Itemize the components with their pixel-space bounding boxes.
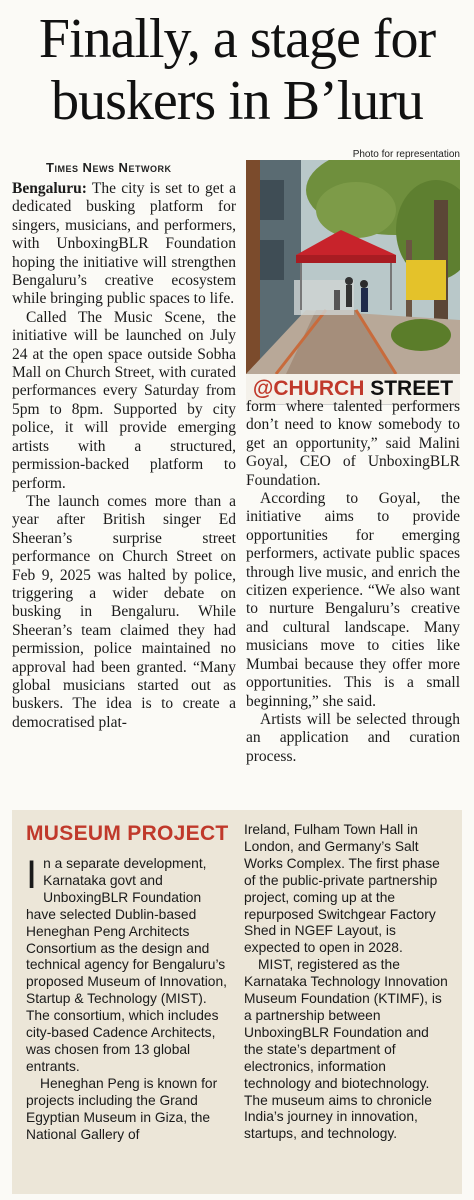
museum-project-box — [12, 810, 462, 1194]
caption-street: STREET — [364, 377, 454, 400]
dropcap: I — [26, 853, 38, 897]
byline: Times News Network — [46, 160, 172, 175]
street-photo — [246, 160, 460, 374]
sidebar-paragraph — [26, 853, 234, 1076]
article-column-left — [12, 180, 236, 732]
sidebar-paragraph: Ireland, Fulham Town Hall in London, and Germany’s Salt Works Complex. The first phase of the public-private partnership project, coming up at the repurposed Switchgear Factory Shed in NGEF Layout, is expected to open in 2028. — [244, 822, 440, 956]
sidebar-column-right — [244, 822, 450, 1143]
paragraph-text: The city is set to get a dedicated busking platform for singers, musicians, and performers, with UnboxingBLR Foundation hoping the initiative will strengthen Bengaluru’s creative ecosystem while bringing public spaces to life. — [12, 180, 236, 308]
headline-line-1: Finally, a stage for — [38, 8, 436, 70]
sidebar-text: n a separate development, Karnataka govt and UnboxingBLR Foundation have selected Dublin-based Heneghan Peng Architects Consortium as the design and technical agency for Bengaluru’s proposed Museum of Innovation, Startup & Technology (MIST). The consortium, which includes city-based Cadence Architects, was chosen from 13 global entrants. — [26, 856, 227, 1074]
sidebar-paragraph: Heneghan Peng is known for projects including the Grand Egyptian Museum in Giza, the National Gallery of — [26, 1075, 218, 1142]
article-paragraph: form where talented performers don’t need to know somebody to get an opportunity,” said Malini Goyal, CEO of UnboxingBLR Foundation. — [246, 398, 460, 489]
sidebar-paragraph: MIST, registered as the Karnataka Technology Innovation Museum Foundation (KTIMF), is a partnership between UnboxingBLR Foundation and the state’s department of electronics, information technology and biotechnology. The museum aims to chronicle India’s journey in innovation, startups, and technology. — [244, 957, 448, 1142]
article-paragraph: Called The Music Scene, the initiative will be launched on July 24 at the open space outside Sobha Mall on Church Street, with curated performances every Saturday from 5pm to 8pm. Supported by city police, it will provide emerging artists with a structured, permission-backed platform to perform. — [12, 308, 236, 492]
article-paragraph — [12, 180, 236, 309]
sidebar-title: MUSEUM PROJECT — [26, 822, 229, 845]
headline-line-2: buskers in B’luru — [51, 70, 423, 132]
headline — [0, 8, 474, 132]
sidebar-column-left — [26, 853, 234, 1143]
dateline: Bengaluru: — [12, 180, 87, 197]
article-column-right — [246, 398, 460, 766]
caption-at: @CHURCH — [252, 377, 365, 400]
article-paragraph: The launch comes more than a year after British singer Ed Sheeran’s surprise street performance on Church Street on Feb 9, 2025 was halted by police, triggering a wider debate on busking in Bengaluru. While Sheeran’s team claimed they had permission, police maintained no approval had been granted. “Many global musicians started out as buskers. The idea is to create a democratised plat- — [12, 492, 236, 731]
article-paragraph: According to Goyal, the initiative aims to provide opportunities for emerging performers, activate public spaces through live music, and enrich the citizen experience. “We also want to nurture Bengaluru’s creative and cultural landscape. Many musicians move to cities like Mumbai because they offer more opportunities. This is a small beginning,” she said. — [246, 490, 460, 710]
photo-credit: Photo for representation — [352, 149, 460, 160]
article-paragraph: Artists will be selected through an application and curation process. — [246, 710, 460, 765]
